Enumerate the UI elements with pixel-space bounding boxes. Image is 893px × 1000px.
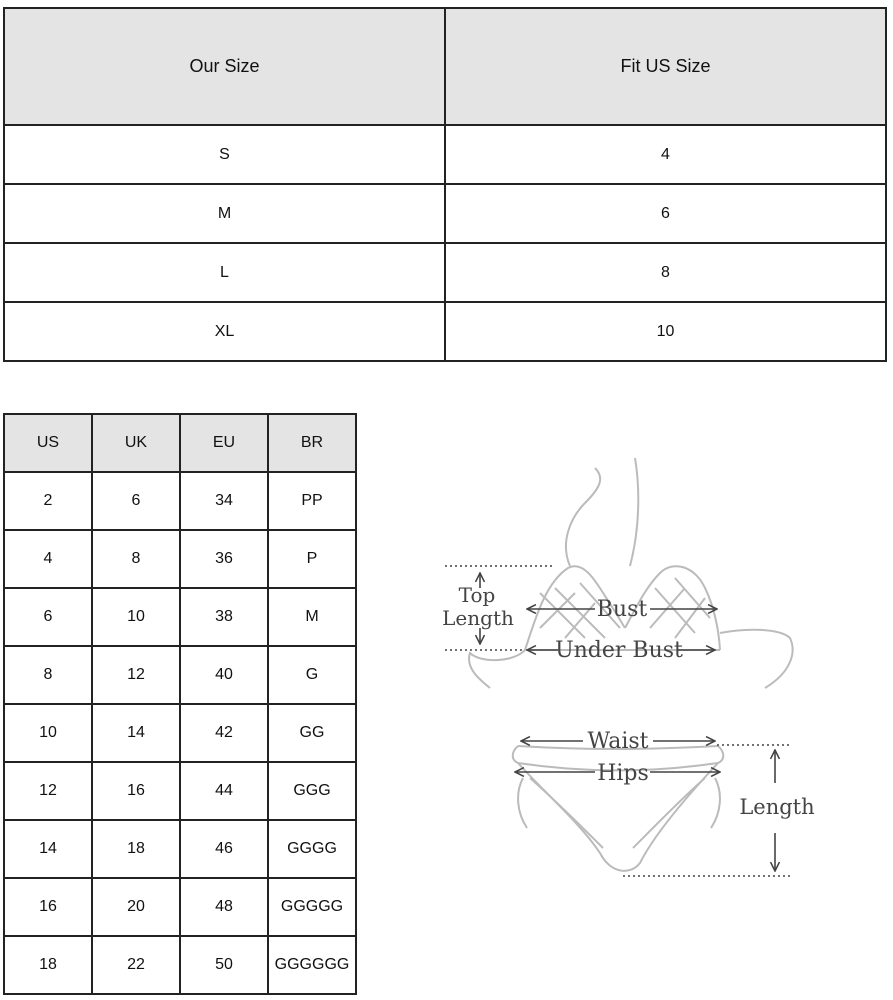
cell-uk: 12	[92, 646, 180, 704]
cell-uk: 8	[92, 530, 180, 588]
header-uk: UK	[92, 414, 180, 472]
cell-us: 10	[4, 704, 92, 762]
table-row	[4, 588, 356, 646]
cell-uk: 10	[92, 588, 180, 646]
cell-eu: 50	[180, 936, 268, 994]
cell-br: GGGGG	[268, 878, 356, 936]
header-eu: EU	[180, 414, 268, 472]
cell-br: GGGGGG	[268, 936, 356, 994]
cell-br: GGGG	[268, 820, 356, 878]
table-row	[4, 646, 356, 704]
label-top-length: Length	[442, 606, 514, 630]
cell-uk: 6	[92, 472, 180, 530]
cell-uk: 20	[92, 878, 180, 936]
label-waist: Waist	[587, 729, 649, 754]
cell-eu: 38	[180, 588, 268, 646]
table-row	[4, 878, 356, 936]
header-br: BR	[268, 414, 356, 472]
label-length: Length	[739, 795, 815, 819]
table-row	[4, 530, 356, 588]
cell-us: 16	[4, 878, 92, 936]
label-under-bust: Under Bust	[555, 638, 683, 663]
table-row	[4, 125, 886, 184]
cell-br: G	[268, 646, 356, 704]
cell-br: P	[268, 530, 356, 588]
cell-us: 2	[4, 472, 92, 530]
label-hips: Hips	[597, 761, 649, 786]
cell-br: GGG	[268, 762, 356, 820]
label-top: Top	[458, 583, 496, 607]
cell-us: 18	[4, 936, 92, 994]
table-row	[4, 184, 886, 243]
cell-br: M	[268, 588, 356, 646]
cell-our-size: XL	[4, 302, 445, 361]
cell-uk: 14	[92, 704, 180, 762]
table-row	[4, 243, 886, 302]
cell-br: GG	[268, 704, 356, 762]
cell-us: 8	[4, 646, 92, 704]
header-our-size: Our Size	[4, 8, 445, 125]
header-us: US	[4, 414, 92, 472]
cell-eu: 36	[180, 530, 268, 588]
table-row	[4, 472, 356, 530]
cell-fit-us-size: 6	[445, 184, 886, 243]
cell-eu: 46	[180, 820, 268, 878]
cell-uk: 18	[92, 820, 180, 878]
fit-size-table	[3, 7, 887, 362]
fit-table-header-row	[4, 8, 886, 125]
cell-our-size: L	[4, 243, 445, 302]
cell-eu: 44	[180, 762, 268, 820]
cell-us: 14	[4, 820, 92, 878]
cell-br: PP	[268, 472, 356, 530]
cell-uk: 22	[92, 936, 180, 994]
cell-eu: 40	[180, 646, 268, 704]
cell-uk: 16	[92, 762, 180, 820]
table-row	[4, 704, 356, 762]
cell-fit-us-size: 4	[445, 125, 886, 184]
table-row	[4, 820, 356, 878]
size-conversion-table	[3, 413, 357, 995]
cell-eu: 34	[180, 472, 268, 530]
cell-eu: 48	[180, 878, 268, 936]
conversion-header-row	[4, 414, 356, 472]
cell-fit-us-size: 8	[445, 243, 886, 302]
cell-our-size: M	[4, 184, 445, 243]
table-row	[4, 936, 356, 994]
table-row	[4, 762, 356, 820]
cell-us: 4	[4, 530, 92, 588]
label-bust: Bust	[596, 597, 648, 622]
cell-us: 6	[4, 588, 92, 646]
cell-our-size: S	[4, 125, 445, 184]
cell-fit-us-size: 10	[445, 302, 886, 361]
header-fit-us-size: Fit US Size	[445, 8, 886, 125]
bikini-measurement-diagram	[435, 448, 835, 888]
cell-eu: 42	[180, 704, 268, 762]
table-row	[4, 302, 886, 361]
cell-us: 12	[4, 762, 92, 820]
